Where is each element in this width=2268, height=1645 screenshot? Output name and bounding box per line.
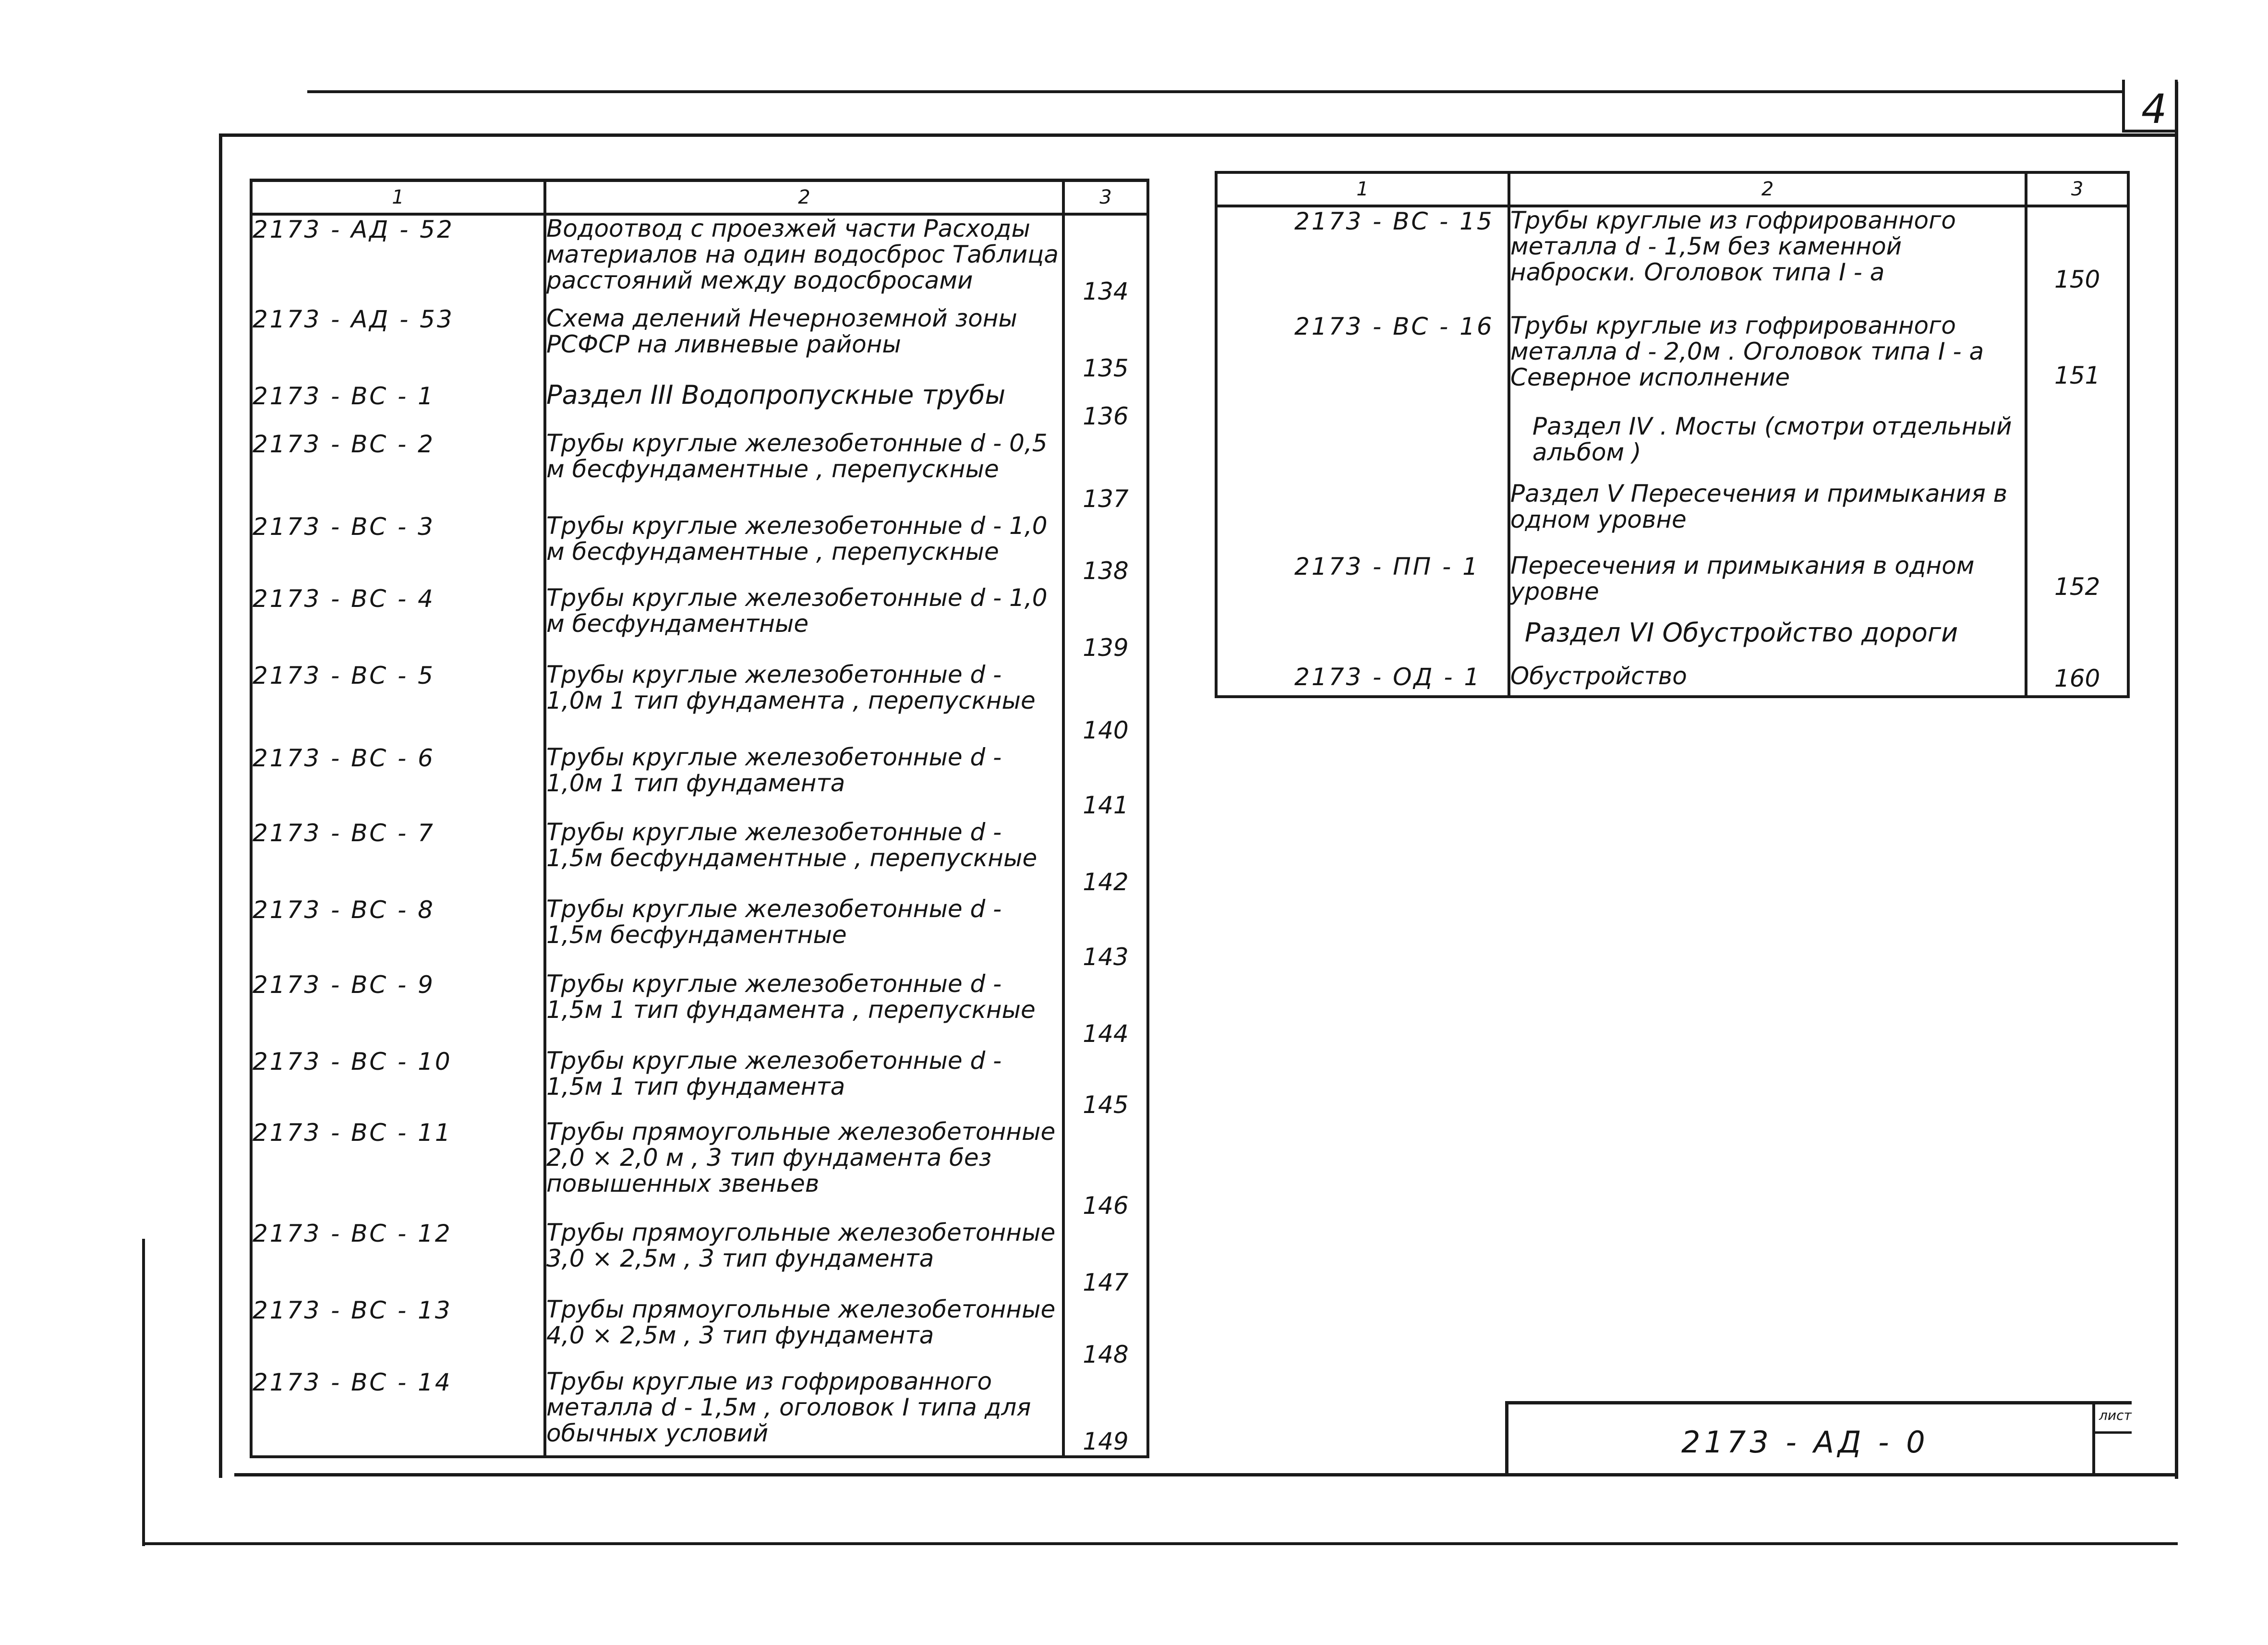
doc-code: 2173 - ВС - 3 — [253, 513, 435, 541]
page-ref-number: 147 — [1083, 1269, 1129, 1296]
left-register-table — [250, 179, 1149, 1458]
page-ref — [2026, 476, 2128, 543]
doc-title: Трубы прямоугольные железобетонные 2,0 × 2,0 м , 3 тип фундамента без повышенных звеньев — [545, 1119, 1063, 1220]
doc-title: Трубы прямоугольные железобетонные 3,0 × 2,5м , 3 тип фундамента — [545, 1220, 1063, 1296]
page-ref-number: 136 — [1083, 402, 1129, 430]
page-ref — [2026, 615, 2128, 658]
section-title: Раздел V Пересечения и примыкания в одном уровне — [1509, 476, 2026, 543]
table-row — [251, 1296, 1148, 1368]
page-ref-number: 160 — [2054, 665, 2100, 692]
table-row — [251, 430, 1148, 513]
table-row — [1216, 206, 2128, 313]
table-row — [251, 1368, 1148, 1457]
doc-code: 2173 - АД - 52 — [253, 216, 454, 243]
page-ref — [1063, 382, 1148, 430]
page-ref — [1063, 1048, 1148, 1119]
page-ref-number: 152 — [2054, 573, 2100, 601]
table-row — [251, 819, 1148, 896]
page-ref — [1063, 744, 1148, 819]
doc-code — [1216, 476, 1509, 543]
frame-top-right-tick — [2122, 80, 2125, 133]
page-ref — [2026, 313, 2128, 399]
doc-title: Трубы прямоугольные железобетонные 4,0 × 2,5м , 3 тип фундамента — [545, 1296, 1063, 1368]
table-row — [251, 1220, 1148, 1296]
page-ref — [1063, 1296, 1148, 1368]
table-row — [1216, 476, 2128, 543]
doc-title: Трубы круглые железобетонные d - 1,0 м бесфундаментные — [545, 585, 1063, 662]
page-ref-number: 137 — [1083, 485, 1129, 513]
page-ref — [2026, 399, 2128, 476]
table-row — [1216, 399, 2128, 476]
table-row — [251, 513, 1148, 585]
right-register-table — [1215, 171, 2130, 698]
page-ref-number: 138 — [1083, 557, 1129, 585]
page-ref — [1063, 1220, 1148, 1296]
page-number: 4 — [2141, 85, 2167, 133]
page-ref — [1063, 585, 1148, 662]
page-ref — [2026, 658, 2128, 697]
title-block — [1505, 1401, 2132, 1476]
page-ref-number: 144 — [1083, 1020, 1129, 1048]
outer-frame-right — [2175, 82, 2178, 1479]
doc-code — [1216, 615, 1509, 658]
doc-title: Трубы круглые железобетонные d - 1,5м бесфундаментные — [545, 896, 1063, 971]
right-header-col3: 3 — [2026, 172, 2128, 206]
page-ref-number: 148 — [1083, 1341, 1129, 1368]
doc-code: 2173 - ВС - 8 — [253, 896, 435, 924]
outer-frame-left — [219, 133, 222, 1478]
table-row — [251, 1119, 1148, 1220]
doc-title: Трубы круглые железобетонные d - 1,5м 1 тип фундамента , перепускные — [545, 971, 1063, 1048]
page-ref — [2026, 543, 2128, 615]
page-ref — [1063, 513, 1148, 585]
page-ref-number: 151 — [2054, 362, 2100, 389]
doc-code: 2173 - ВС - 12 — [253, 1220, 452, 1247]
doc-title: Пересечения и примыкания в одном уровне — [1509, 543, 2026, 615]
table-row — [251, 971, 1148, 1048]
table-row — [1216, 658, 2128, 697]
doc-code: 2173 - ОД - 1 — [1294, 663, 1482, 691]
doc-title: Трубы круглые железобетонные d - 0,5 м бесфундаментные , перепускные — [545, 430, 1063, 513]
table-row — [1216, 313, 2128, 399]
page-ref — [1063, 819, 1148, 896]
doc-code: 2173 - ВС - 11 — [253, 1119, 452, 1147]
doc-title: Обустройство — [1509, 658, 2026, 697]
doc-code: 2173 - ВС - 5 — [253, 662, 435, 689]
table-row — [251, 305, 1148, 382]
doc-code: 2173 - АД - 53 — [253, 305, 454, 333]
frame-top-line — [307, 90, 2122, 93]
doc-title: Трубы круглые железобетонные d - 1,0м 1 тип фундамента , перепускные — [545, 662, 1063, 744]
doc-title: Водоотвод с проезжей части Расходы материалов на один водосброс Таблица расстояний между водосбросами — [545, 214, 1063, 305]
binding-margin-bottom — [142, 1542, 2178, 1545]
page-ref — [2026, 206, 2128, 313]
doc-code — [1216, 399, 1509, 476]
page-ref-number: 142 — [1083, 868, 1129, 896]
doc-title: Трубы круглые из гофрированного металла d - 2,0м . Оголовок типа I - а Северное исполнение — [1509, 313, 2026, 399]
binding-margin-left — [142, 1239, 145, 1546]
doc-title: Трубы круглые железобетонные d - 1,5м бесфундаментные , перепускные — [545, 819, 1063, 896]
table-row — [251, 382, 1148, 430]
doc-title: Трубы круглые железобетонные d - 1,0м 1 тип фундамента — [545, 744, 1063, 819]
left-table-header — [251, 181, 1148, 215]
table-row — [1216, 543, 2128, 615]
page-ref-number: 135 — [1083, 354, 1129, 382]
doc-code: 2173 - ВС - 16 — [1294, 313, 1494, 340]
doc-title: Трубы круглые железобетонные d - 1,0 м бесфундаментные , перепускные — [545, 513, 1063, 585]
table-row — [251, 744, 1148, 819]
section-title: Раздел IV . Мосты (смотри отдельный альбом ) — [1509, 399, 2026, 476]
doc-code: 2173 - ВС - 7 — [253, 819, 435, 847]
page-ref — [1063, 971, 1148, 1048]
sheet-label: лист — [2099, 1407, 2132, 1423]
page-ref-number: 150 — [2054, 266, 2100, 293]
page-ref-number: 141 — [1083, 791, 1129, 819]
right-header-col2: 2 — [1509, 172, 2026, 206]
table-row — [251, 896, 1148, 971]
doc-code: 2173 - ВС - 6 — [253, 744, 435, 772]
doc-code: 2173 - ВС - 2 — [253, 430, 435, 458]
page-ref-number: 140 — [1083, 716, 1129, 744]
page-ref-number: 149 — [1083, 1427, 1129, 1455]
section-title: Раздел III Водопропускные трубы — [545, 382, 1063, 430]
doc-title: Трубы круглые железобетонные d - 1,5м 1 тип фундамента — [545, 1048, 1063, 1119]
doc-code: 2173 - ПП - 1 — [1294, 553, 1480, 581]
page-ref — [1063, 896, 1148, 971]
outer-frame-top — [219, 133, 2175, 137]
doc-title: Трубы круглые из гофрированного металла d - 1,5м , оголовок I типа для обычных условий — [545, 1368, 1063, 1457]
page-ref — [1063, 214, 1148, 305]
doc-title: Трубы круглые из гофрированного металла d - 1,5м без каменной наброски. Оголовок типа I - а — [1509, 206, 2026, 313]
section-title: Раздел VI Обустройство дороги — [1509, 615, 2026, 658]
page-ref — [1063, 1368, 1148, 1457]
table-row — [251, 214, 1148, 305]
left-header-col3: 3 — [1063, 181, 1148, 215]
doc-code: 2173 - ВС - 15 — [1294, 207, 1494, 235]
doc-code: 2173 - ВС - 9 — [253, 971, 435, 999]
table-row — [1216, 615, 2128, 658]
page-ref-number: 134 — [1083, 278, 1129, 305]
right-table-header — [1216, 172, 2128, 206]
page-ref — [1063, 430, 1148, 513]
drawing-code: 2173 - АД - 0 — [1681, 1425, 1929, 1460]
doc-code: 2173 - ВС - 1 — [253, 382, 435, 410]
page-ref-number: 145 — [1083, 1091, 1129, 1119]
table-row — [251, 1048, 1148, 1119]
left-header-col2: 2 — [545, 181, 1063, 215]
doc-title: Схема делений Нечерноземной зоны РСФСР на ливневые районы — [545, 305, 1063, 382]
left-header-col1: 1 — [392, 186, 404, 208]
table-row — [251, 662, 1148, 744]
doc-code: 2173 - ВС - 10 — [253, 1048, 452, 1076]
doc-code: 2173 - ВС - 14 — [253, 1368, 452, 1396]
doc-code: 2173 - ВС - 4 — [253, 585, 435, 613]
right-header-col1: 1 — [1356, 178, 1369, 200]
doc-code: 2173 - ВС - 13 — [253, 1296, 452, 1324]
table-row — [251, 585, 1148, 662]
page-ref — [1063, 305, 1148, 382]
page-ref-number: 139 — [1083, 634, 1129, 662]
page-ref — [1063, 662, 1148, 744]
page-ref — [1063, 1119, 1148, 1220]
page-ref-number: 143 — [1083, 943, 1129, 971]
page-ref-number: 146 — [1083, 1192, 1129, 1220]
